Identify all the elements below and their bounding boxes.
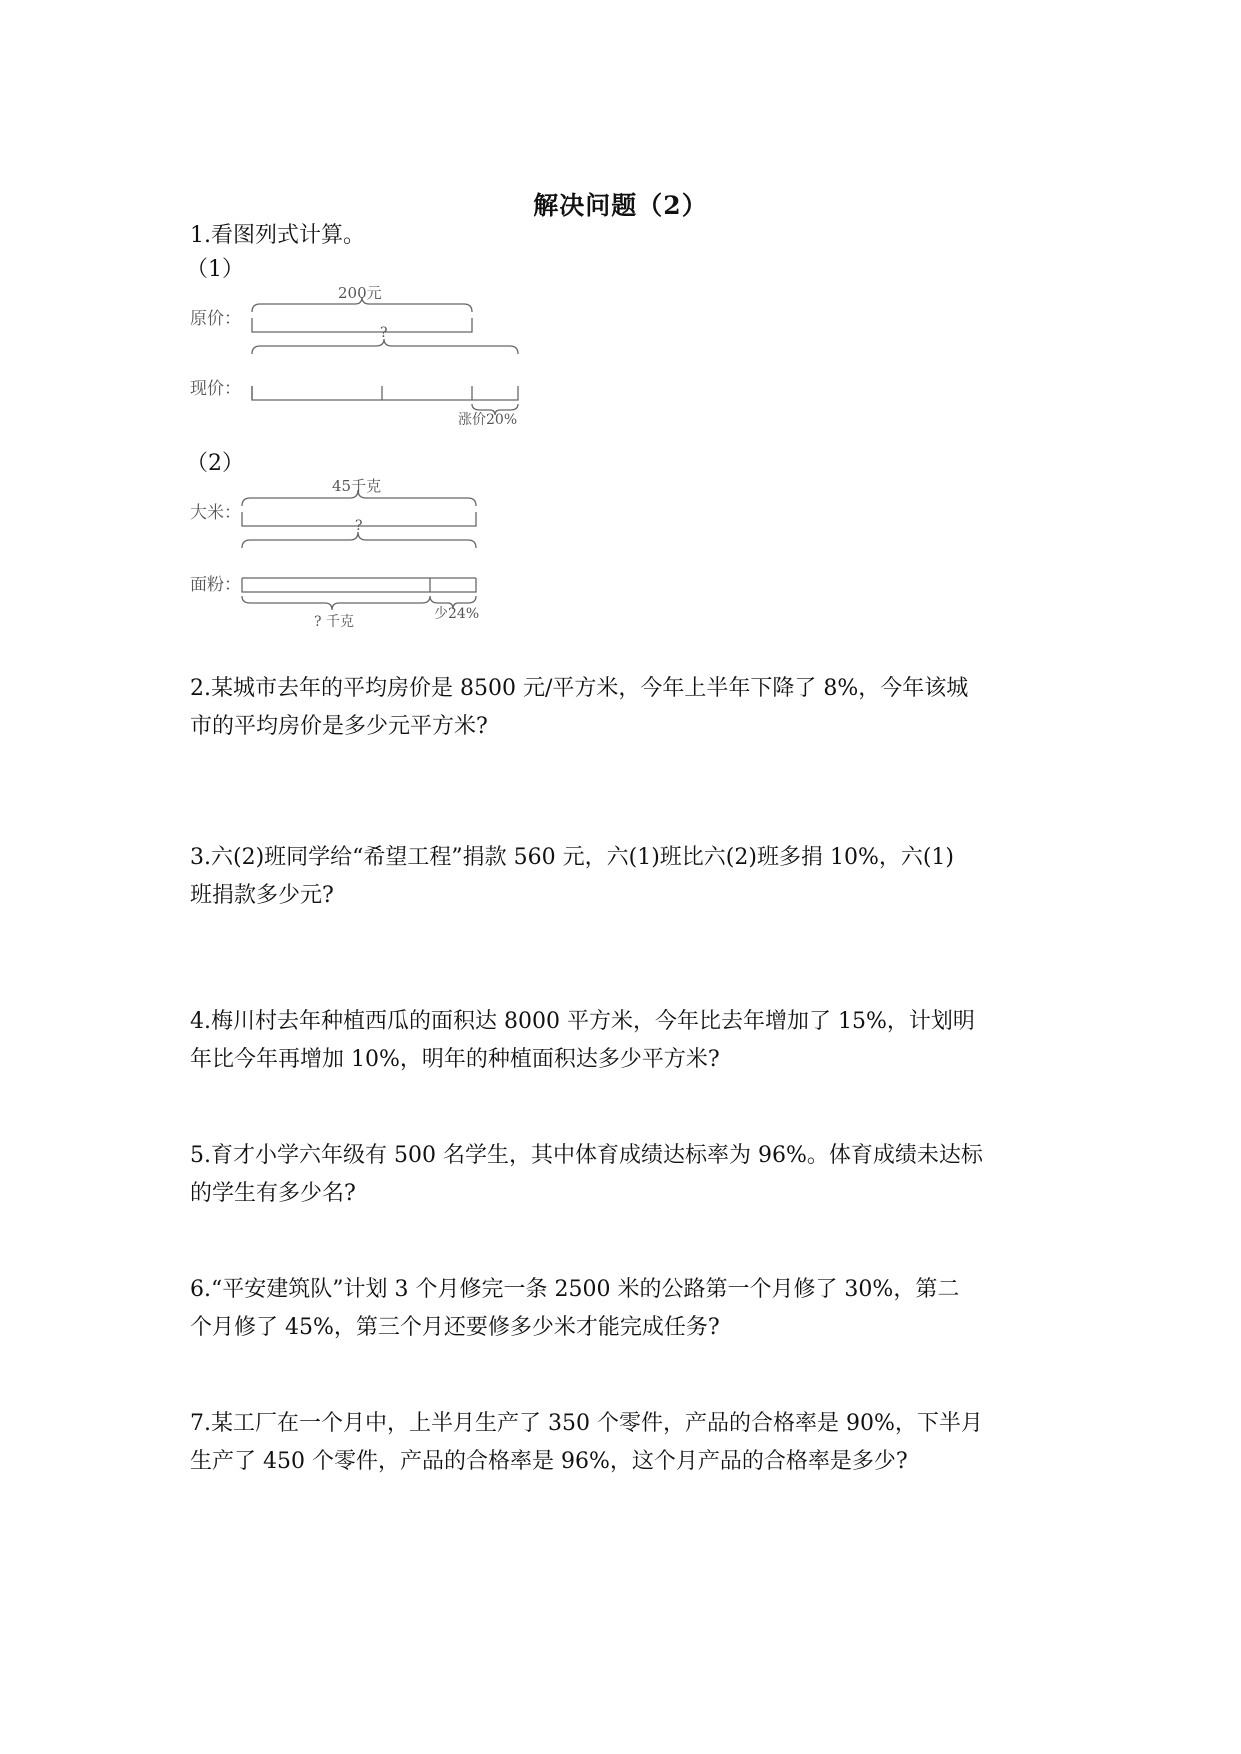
question-line: 个月修了 45%，第三个月还要修多少米才能完成任务? — [190, 1315, 720, 1340]
question-7 — [190, 1405, 1070, 1481]
row-rice-label: 大米： — [190, 503, 241, 523]
question-line: 年比今年再增加 10%，明年的种植面积达多少平方米? — [190, 1047, 720, 1072]
question-3 — [190, 839, 1070, 915]
question-line: 6.“平安建筑队”计划 3 个月修完一条 2500 米的公路第一个月修了 30%，第二 — [190, 1277, 960, 1302]
question-line: 2.某城市去年的平均房价是 8500 元/平方米，今年上半年下降了 8%，今年该城 — [190, 676, 969, 701]
sub-question-1-label: （1） — [186, 257, 244, 282]
row-flour-top: ? — [355, 518, 363, 534]
row-flour-bottom: ? 千克 — [314, 614, 354, 630]
row-flour-note: 少24% — [434, 606, 480, 622]
segment-diagram-1 — [190, 282, 530, 432]
question-2 — [190, 670, 1070, 746]
question-line: 市的平均房价是多少元平方米? — [190, 714, 488, 739]
question-line: 班捐款多少元? — [190, 883, 334, 908]
page-title: 解决问题（2） — [533, 191, 708, 220]
row-current-top: ? — [380, 325, 388, 341]
sub-question-2-label: （2） — [186, 451, 244, 476]
row-original-label: 原价： — [190, 309, 241, 329]
question-5 — [190, 1137, 1070, 1213]
question-4 — [190, 1003, 1070, 1079]
question-line: 5.育才小学六年级有 500 名学生，其中体育成绩达标率为 96%。体育成绩未达标 — [190, 1143, 983, 1168]
question-line: 4.梅川村去年种植西瓜的面积达 8000 平方米，今年比去年增加了 15%，计划明 — [190, 1009, 975, 1034]
question-line: 的学生有多少名? — [190, 1181, 356, 1206]
question-1-heading: 1.看图列式计算。 — [190, 223, 365, 248]
question-6 — [190, 1271, 1070, 1347]
row-rice-value: 45千克 — [332, 477, 382, 495]
segment-diagram-2 — [190, 476, 530, 636]
question-line: 生产了 450 个零件，产品的合格率是 96%，这个月产品的合格率是多少? — [190, 1449, 908, 1474]
question-line: 7.某工厂在一个月中，上半月生产了 350 个零件，产品的合格率是 90%，下半月 — [190, 1411, 983, 1436]
question-line: 3.六(2)班同学给“希望工程”捐款 560 元，六(1)班比六(2)班多捐 10%，六(1) — [190, 845, 955, 870]
row-flour-label: 面粉： — [190, 575, 241, 595]
row-original-value: 200元 — [338, 284, 382, 302]
row-current-label: 现价： — [190, 379, 241, 399]
row-current-note: 涨价20% — [458, 412, 518, 428]
